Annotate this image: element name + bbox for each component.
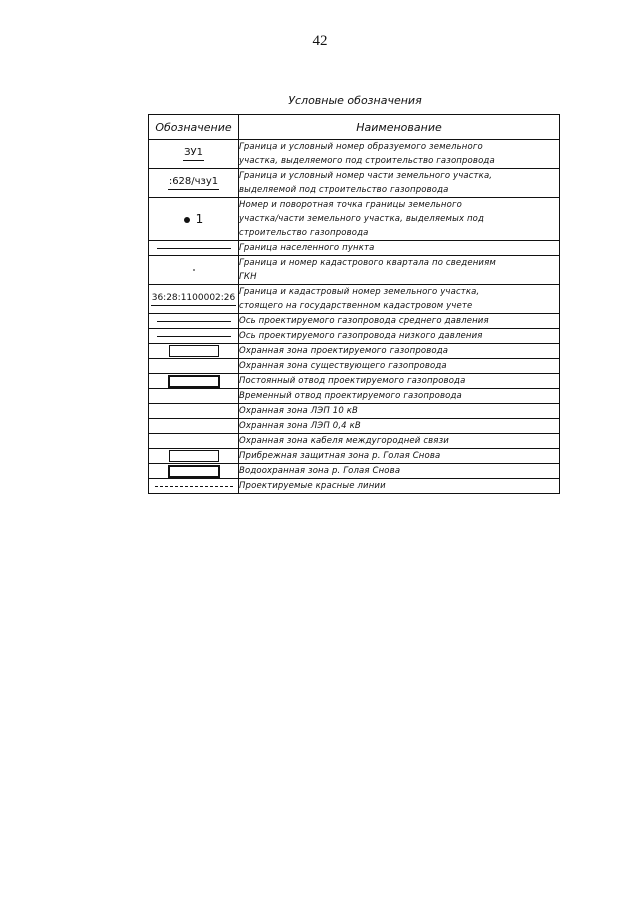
dashed-line-icon xyxy=(155,486,233,487)
symbol-label: 36:28:1100002:26 xyxy=(151,292,237,306)
legend-symbol-cell xyxy=(149,359,239,374)
legend-name-line: Постоянный отвод проектируемого газопровода xyxy=(239,376,466,386)
legend-name-line: Граница и условный номер образуемого земельного xyxy=(239,142,483,152)
legend-name-cell xyxy=(239,359,560,374)
legend-name-line: Ось проектируемого газопровода низкого давления xyxy=(239,331,483,341)
legend-name-line: Временный отвод проектируемого газопровода xyxy=(239,391,462,401)
header-name: Наименование xyxy=(239,115,560,140)
legend-row xyxy=(149,285,560,314)
legend-symbol-cell xyxy=(149,374,239,389)
legend-row xyxy=(149,359,560,374)
legend-row xyxy=(149,241,560,256)
page-number: 42 xyxy=(312,33,328,49)
legend-name-line: Граница и номер кадастрового квартала по сведениям xyxy=(239,258,496,268)
legend-name-cell xyxy=(239,449,560,464)
legend-symbol-cell xyxy=(149,140,239,169)
legend-symbol-cell xyxy=(149,419,239,434)
legend-name-line: выделяемой под строительство газопровода xyxy=(239,185,449,195)
legend-row xyxy=(149,256,560,285)
legend-name-cell xyxy=(239,404,560,419)
legend-name-cell xyxy=(239,241,560,256)
legend-name-line: Охранная зона кабеля междугородней связи xyxy=(239,436,449,446)
legend-symbol-cell xyxy=(149,464,239,479)
legend-name-line: ГКН xyxy=(239,272,257,282)
solid-line-icon xyxy=(157,336,231,337)
legend-row xyxy=(149,419,560,434)
point-dot-icon xyxy=(184,217,190,223)
legend-name-line: Проектируемые красные линии xyxy=(239,481,386,491)
legend-table xyxy=(148,114,560,494)
legend-name-cell xyxy=(239,314,560,329)
legend-symbol-cell xyxy=(149,434,239,449)
legend-row xyxy=(149,464,560,479)
legend-name-line: Граница и кадастровый номер земельного участка, xyxy=(239,287,480,297)
legend-name-cell xyxy=(239,285,560,314)
legend-header-row xyxy=(149,115,560,140)
legend-row xyxy=(149,198,560,241)
legend-row xyxy=(149,434,560,449)
legend-row xyxy=(149,169,560,198)
legend-name-cell xyxy=(239,374,560,389)
legend-row xyxy=(149,344,560,359)
turning-point-marker xyxy=(184,212,204,226)
legend-row xyxy=(149,449,560,464)
outlined-box-icon xyxy=(169,450,219,462)
legend-symbol-cell xyxy=(149,389,239,404)
symbol-label: ЗУ1 xyxy=(183,147,204,161)
legend-symbol-cell xyxy=(149,329,239,344)
legend-title: Условные обозначения xyxy=(288,94,422,107)
legend-row xyxy=(149,140,560,169)
legend-name-cell xyxy=(239,329,560,344)
outlined-box-icon xyxy=(169,345,219,357)
legend-symbol-cell xyxy=(149,241,239,256)
point-number: 1 xyxy=(195,212,204,226)
legend-name-cell xyxy=(239,389,560,404)
legend-name-line: Номер и поворотная точка границы земельного xyxy=(239,200,462,210)
symbol-label: :628/чзу1 xyxy=(168,176,219,190)
legend-name-line: стоящего на государственном кадастровом учете xyxy=(239,301,473,311)
solid-line-icon xyxy=(157,321,231,322)
legend-row xyxy=(149,389,560,404)
legend-symbol-cell xyxy=(149,449,239,464)
small-dot-icon xyxy=(193,269,195,271)
legend-symbol-cell xyxy=(149,169,239,198)
legend-name-line: Ось проектируемого газопровода среднего давления xyxy=(239,316,489,326)
legend-name-line: участка, выделяемого под строительство газопровода xyxy=(239,156,495,166)
legend-name-line: Граница населенного пункта xyxy=(239,243,375,253)
legend-row xyxy=(149,374,560,389)
legend-name-cell xyxy=(239,434,560,449)
thick-box-icon xyxy=(168,465,220,478)
legend-name-line: Охранная зона ЛЭП 10 кВ xyxy=(239,406,359,416)
legend-row xyxy=(149,314,560,329)
legend-symbol-cell xyxy=(149,256,239,285)
legend-name-cell xyxy=(239,198,560,241)
legend-symbol-cell xyxy=(149,344,239,359)
legend-name-line: участка/части земельного участка, выделяемых под xyxy=(239,214,485,224)
solid-line-icon xyxy=(157,248,231,249)
legend-name-cell xyxy=(239,256,560,285)
header-symbol: Обозначение xyxy=(149,115,239,140)
legend-name-line: Граница и условный номер части земельного участка, xyxy=(239,171,493,181)
legend-name-cell xyxy=(239,479,560,494)
legend-name-cell xyxy=(239,344,560,359)
legend-symbol-cell xyxy=(149,479,239,494)
legend-row xyxy=(149,329,560,344)
legend-symbol-cell xyxy=(149,198,239,241)
legend-row xyxy=(149,479,560,494)
legend-symbol-cell xyxy=(149,404,239,419)
thick-box-icon xyxy=(168,375,220,388)
legend-row xyxy=(149,404,560,419)
legend-symbol-cell xyxy=(149,285,239,314)
legend-name-cell xyxy=(239,419,560,434)
legend-name-line: Охранная зона ЛЭП 0,4 кВ xyxy=(239,421,361,431)
legend-symbol-cell xyxy=(149,314,239,329)
legend-name-line: Водоохранная зона р. Голая Снова xyxy=(239,466,401,476)
legend-name-cell xyxy=(239,140,560,169)
legend-name-line: строительство газопровода xyxy=(239,228,369,238)
legend-name-line: Прибрежная защитная зона р. Голая Снова xyxy=(239,451,441,461)
legend-name-cell xyxy=(239,464,560,479)
legend-name-line: Охранная зона проектируемого газопровода xyxy=(239,346,449,356)
legend-name-line: Охранная зона существующего газопровода xyxy=(239,361,447,371)
legend-name-cell xyxy=(239,169,560,198)
